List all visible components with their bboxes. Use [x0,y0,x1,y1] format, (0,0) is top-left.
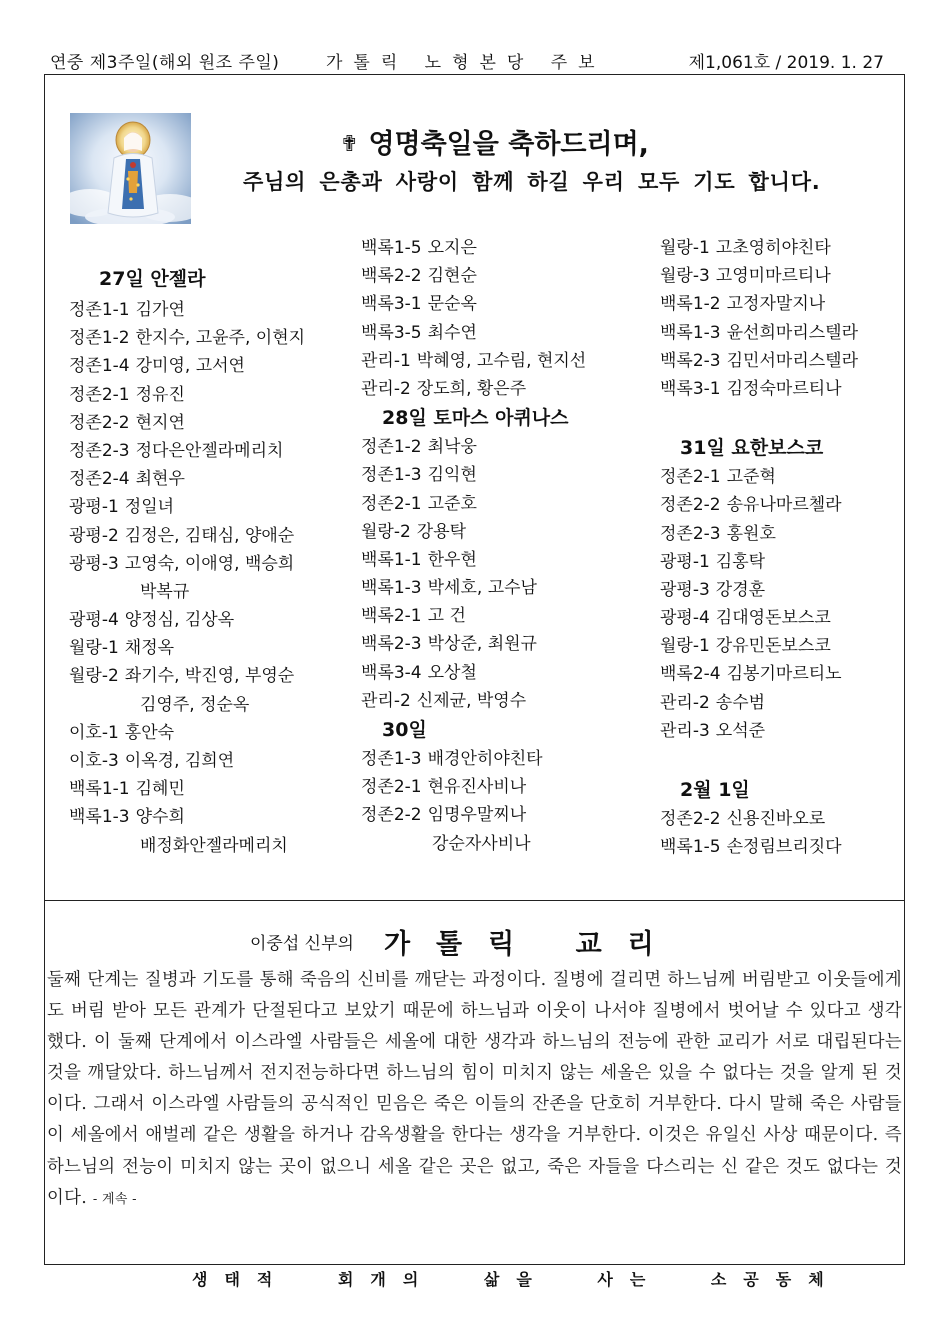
parishioner-names: 한우현 [427,549,477,570]
parishioner-names: 김정은, 김태심, 양애순 [124,525,295,546]
parishioner-names: 김홍탁 [715,551,766,572]
parishioner-names: 김민서마리스텔라 [726,350,859,371]
feast-list-column-3 [660,234,900,861]
parishioner-names: 오지은 [427,238,477,258]
parishioner-names: 김가연 [135,300,185,320]
district-label: 백록1-3 [361,578,422,599]
district-label: 정존1-2 [361,437,422,458]
parishioner-names: 송유나마르첼라 [726,495,842,516]
district-label: 광평-3 [660,579,710,600]
district-label: 백록2-1 [361,606,422,627]
parishioner-names: 이옥경, 김희연 [124,751,235,771]
name-list-row [361,347,646,375]
parishioner-names: 김혜민 [135,779,185,800]
name-list-row [69,324,349,352]
parishioner-names: 배정화안젤라메리치 [140,835,288,856]
parishioner-names: 정유진 [135,384,185,405]
district-label: 백록3-4 [361,662,422,683]
parishioner-names: 강경훈 [715,579,766,600]
parishioner-names: 박상준, 최원규 [427,634,537,655]
district-label: 정존2-1 [660,467,721,488]
district-label: 백록3-1 [361,294,422,315]
name-list-row [69,578,349,606]
parishioner-names: 고준혁 [726,467,776,488]
parishioner-names: 좌기수, 박진영, 부영순 [124,666,295,687]
name-list-row [361,830,646,858]
parishioner-names: 장도희, 황은주 [416,378,527,399]
name-list-row [69,803,349,831]
parish-motto: 생태적 회개의 삶을 사는 소공동체 [192,1270,841,1289]
feast-day-heading: 31일 요한보스코 [680,437,824,460]
name-list-row [69,832,349,860]
name-list-row [361,518,646,546]
continued-note: - 계속 - [92,1191,137,1207]
parishioner-names: 강순자사비나 [432,833,531,854]
parishioner-names: 정다은안젤라메리치 [135,440,284,461]
name-list-row [69,522,349,550]
district-label: 정존2-2 [660,809,721,829]
parishioner-names: 최낙웅 [427,437,477,458]
name-list-row [361,574,646,602]
parishioner-names: 김현순 [427,266,477,287]
district-label: 정존1-1 [69,300,130,320]
district-label: 백록3-5 [361,322,422,343]
parishioner-names: 고초영히야친타 [715,238,831,258]
name-list-row [69,465,349,493]
name-list-row [69,437,349,465]
saint-holy-card-icon [70,113,191,224]
parishioner-names: 김익현 [427,465,477,486]
district-label: 이호-3 [69,751,119,771]
parishioner-names: 오석준 [715,720,766,741]
district-label: 백록1-2 [660,294,721,315]
catechism-paragraph [47,965,902,1215]
district-label: 정존2-3 [69,440,130,461]
name-list-row [361,602,646,630]
district-label: 월랑-1 [660,636,710,657]
district-label: 백록2-2 [361,266,422,287]
parish-bulletin-title: 가톨릭 노형본당 주보 [326,53,606,73]
greeting-subtitle: 주님의 은총과 사랑이 함께 하길 우리 모두 기도 합니다. [243,170,821,194]
name-list-row [361,659,646,687]
parishioner-names: 채정옥 [124,638,175,659]
district-label: 광평-1 [660,551,710,572]
feast-day-heading: 30일 [382,719,427,741]
name-list-row [660,660,900,688]
parishioner-names: 신용진바오로 [726,809,826,829]
district-label: 월랑-2 [69,666,119,687]
parishioner-names: 강용탁 [416,521,467,542]
parishioner-names: 고정자말지나 [726,294,826,315]
district-label: 광평-1 [69,497,119,518]
name-list-row [69,719,349,747]
name-list-row [660,463,900,491]
name-list-row [69,550,349,578]
district-label: 관리-1 [361,350,411,371]
parishioner-names: 박혜영, 고수림, 현지선 [416,350,587,371]
parishioner-names: 고 건 [427,606,466,627]
parishioner-names: 강미영, 고서연 [135,356,245,377]
name-list-row [361,375,646,403]
parishioner-names: 윤선희마리스텔라 [726,322,859,343]
liturgical-day: 연중 제3주일(해외 원조 주일) [50,53,280,73]
name-list-row [361,234,646,262]
district-label: 정존1-2 [69,328,130,349]
parishioner-names: 홍원호 [726,523,776,544]
district-label: 월랑-3 [660,266,710,287]
parishioner-names: 최수연 [427,322,477,343]
name-list-row [361,801,646,829]
district-label: 관리-2 [660,692,710,713]
name-list-row [361,745,646,773]
district-label: 정존2-2 [361,805,422,826]
district-label: 정존1-3 [361,465,422,486]
district-label: 정존2-3 [660,523,721,544]
district-label: 백록1-1 [69,779,130,800]
name-list-row [69,352,349,380]
district-label: 백록1-3 [660,322,721,343]
name-list-row [361,461,646,489]
name-list-row [361,630,646,658]
parishioner-names: 고준호 [427,493,477,514]
parishioner-names: 강유민돈보스코 [715,636,831,657]
name-list-row [660,520,900,548]
district-label: 정존2-1 [361,493,422,514]
feast-list-column-1 [69,268,349,860]
district-label: 백록1-3 [69,807,130,828]
parishioner-names: 오상철 [427,662,477,683]
name-list-row [361,687,646,715]
parishioner-names: 홍안숙 [124,722,175,743]
name-list-row [361,433,646,461]
name-list-row [69,409,349,437]
name-list-row [361,773,646,801]
district-label: 광평-4 [69,610,119,631]
catechism-heading [250,922,680,961]
name-list-row [69,606,349,634]
name-list-row [69,634,349,662]
name-list-row [660,604,900,632]
district-label: 월랑-2 [361,521,411,542]
greeting-title: 영명축일을 축하드리며, [368,129,649,160]
name-list-row [660,375,900,403]
district-label: 정존2-2 [69,412,130,433]
district-label: 월랑-1 [69,638,119,659]
catechism-title: 가톨릭 교리 [383,929,680,960]
district-label: 광평-4 [660,608,710,629]
name-list-row [361,290,646,318]
name-list-row [69,493,349,521]
parishioner-names: 최현우 [135,469,185,490]
name-list-row [69,381,349,409]
bulletin-footer [44,1266,905,1288]
parishioner-names: 현지연 [135,412,185,433]
parishioner-names: 양수희 [135,807,185,828]
name-list-row [660,632,900,660]
parishioner-names: 박복규 [140,581,190,602]
district-label: 백록1-5 [361,238,422,258]
parishioner-names: 김영주, 정순옥 [140,694,250,715]
parishioner-names: 신제균, 박영수 [416,690,527,711]
name-list-row [660,805,900,833]
parishioner-names: 임명우말찌나 [427,805,527,826]
district-label: 백록3-1 [660,378,721,399]
name-list-row [660,833,900,861]
cross-icon: ✟ [340,132,359,157]
parishioner-names: 김정숙마르티나 [726,378,842,399]
name-list-row [660,689,900,717]
catechism-author: 이중섭 신부의 [250,934,354,954]
name-list-row [361,546,646,574]
parishioner-names: 박세호, 고수남 [427,578,537,599]
feast-day-greeting [340,122,649,161]
name-list-row [69,691,349,719]
issue-number-date: 제1,061호 / 2019. 1. 27 [688,53,884,73]
name-list-row [660,290,900,318]
district-label: 정존2-1 [69,384,130,405]
district-label: 관리-2 [361,378,411,399]
parishioner-names: 정일녀 [124,497,175,518]
district-label: 광평-2 [69,525,119,546]
name-list-row [660,262,900,290]
name-list-row [660,548,900,576]
parishioner-names: 한지수, 고윤주, 이현지 [135,328,306,349]
district-label: 정존2-4 [69,469,130,490]
name-list-row [361,490,646,518]
parishioner-names: 문순옥 [427,294,477,315]
name-list-row [660,319,900,347]
parishioner-names: 송수범 [715,692,766,713]
name-list-row [660,717,900,745]
district-label: 백록1-5 [660,837,721,858]
parishioner-names: 양정심, 김상옥 [124,610,235,631]
parishioner-names: 고영미마르티나 [715,266,831,287]
bulletin-header [44,46,906,72]
name-list-row [361,319,646,347]
district-label: 백록2-3 [660,350,721,371]
catechism-body: 둘째 단계는 질병과 기도를 통해 죽음의 신비를 깨닫는 과정이다. 질병에 걸리면 하느님께 버림받고 이웃들에게도 버림 받아 모든 관계가 단절된다고 보았기 때문에 하느님과 이웃이 나서야 질병에서 벗어날 수 있다고 생각했다. 이 둘째 단계에서 이스라엘 사람들은 세올에 대한 생각과 하느님의 전능에 관한 교리가 서로 대립된다는 것을 깨달았다. 하느님께서 전지전능하다면 하느님의 힘이 미치지 않는 세올은 있을 수 없다는 것을 알게 된 것이다. 그래서 이스라엘 사람들의 공식적인 믿음은 죽은 이들의 잔존을 단호히 거부한다. 다시 말해 죽은 사람들이 세올에서 애벌레 같은 생활을 하거나 감옥생활을 한다는 생각을 거부한다. 이것은 유일신 사상 때문이다. 즉 하느님의 전능이 미치지 않는 곳이 없으니 세올 같은 곳은 없고, 죽은 자들을 다스리는 신 같은 것도 없다는 것이다. [47,970,902,1208]
name-list-row [69,296,349,324]
district-label: 백록2-4 [660,664,721,685]
parishioner-names: 고영숙, 이애영, 백승희 [124,553,295,574]
district-label: 월랑-1 [660,238,710,258]
feast-day-heading: 28일 토마스 아퀴나스 [382,407,569,430]
name-list-row [361,262,646,290]
parishioner-names: 김봉기마르티노 [726,664,842,685]
district-label: 백록2-3 [361,634,422,655]
feast-list-column-2 [361,234,646,858]
district-label: 정존2-2 [660,495,721,516]
district-label: 정존1-3 [361,749,422,769]
parishioner-names: 김대영돈보스코 [715,608,831,629]
district-label: 백록1-1 [361,549,422,570]
name-list-row [69,747,349,775]
district-label: 정존1-4 [69,356,130,377]
name-list-row [69,662,349,690]
district-label: 정존2-1 [361,777,422,798]
name-list-row [660,234,900,262]
district-label: 관리-3 [660,720,710,741]
section-divider [44,900,905,901]
district-label: 광평-3 [69,553,119,574]
feast-day-heading: 27일 안젤라 [99,268,206,290]
parishioner-names: 현유진사비나 [427,777,527,798]
name-list-row [660,491,900,519]
name-list-row [660,576,900,604]
name-list-row [69,775,349,803]
district-label: 관리-2 [361,690,411,711]
feast-day-heading: 2월 1일 [680,779,750,801]
parishioner-names: 손정림브리짓다 [726,837,842,858]
district-label: 이호-1 [69,722,119,743]
name-list-row [660,347,900,375]
parishioner-names: 배경안히야친타 [427,749,543,769]
